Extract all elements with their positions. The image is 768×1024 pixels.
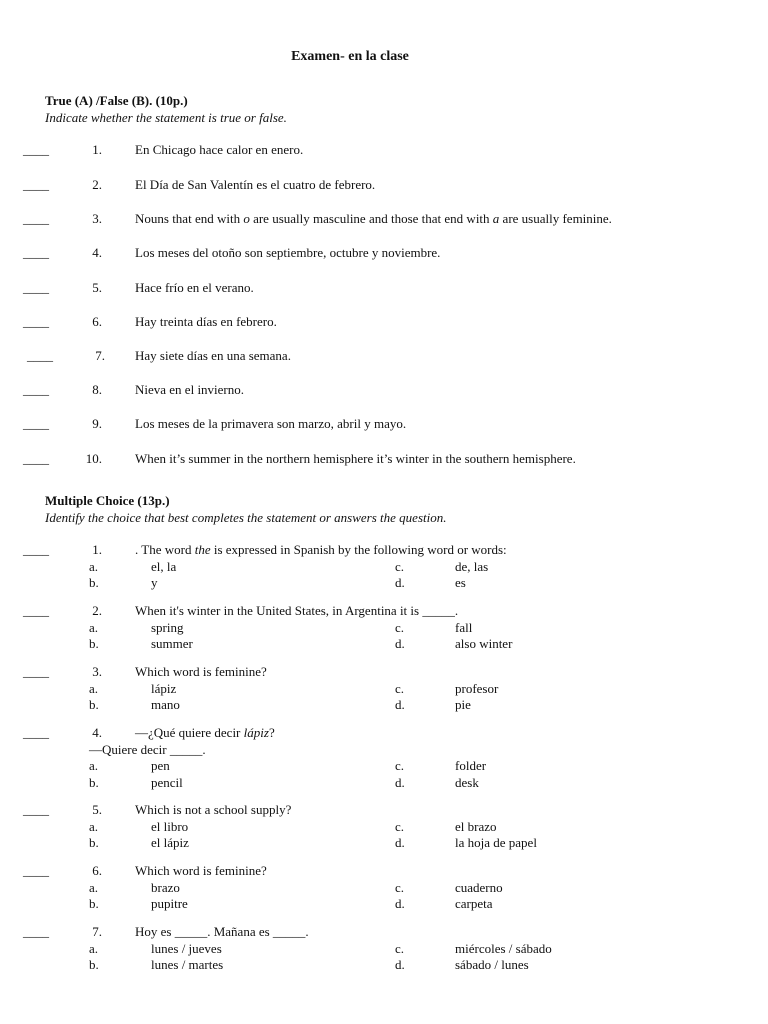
option-a: el libro xyxy=(151,818,189,834)
tf-question xyxy=(0,382,768,400)
option-c: profesor xyxy=(455,680,499,696)
mc-question xyxy=(0,664,768,714)
mc-section-instructions: Identify the choice that best completes the statement or answers the question. xyxy=(45,510,447,525)
question-text: Nieva en el invierno. xyxy=(135,382,245,397)
answer-blank[interactable]: ____ xyxy=(23,314,49,329)
question-number: 6. xyxy=(92,314,102,329)
question-text: Which word is feminine? xyxy=(135,863,267,878)
question-number: 5. xyxy=(92,802,102,817)
option-letter-b: b. xyxy=(89,896,99,911)
mc-question xyxy=(0,863,768,913)
option-b: summer xyxy=(151,636,193,651)
question-number: 1. xyxy=(92,142,102,157)
mc-question xyxy=(0,725,768,791)
option-letter-a: a. xyxy=(89,818,99,834)
question-text: El Día de San Valentín es el cuatro de febrero. xyxy=(135,177,376,192)
tf-question xyxy=(0,211,768,229)
mc-section-heading: Multiple Choice (13p.) xyxy=(45,493,170,508)
option-d: pie xyxy=(455,697,471,712)
question-number: 2. xyxy=(92,603,102,618)
option-c: cuaderno xyxy=(455,879,503,895)
mc-question xyxy=(0,802,768,852)
question-text: —¿Qué quiere decir lápiz? xyxy=(135,725,275,740)
tf-question xyxy=(0,416,768,434)
option-c: folder xyxy=(455,758,487,773)
tf-question xyxy=(0,245,768,263)
option-a: pen xyxy=(151,758,170,773)
option-b: y xyxy=(151,575,158,590)
question-text: Los meses del otoño son septiembre, octubre y noviembre. xyxy=(135,245,441,260)
option-a: el, la xyxy=(151,558,177,574)
option-b: lunes / martes xyxy=(151,957,224,972)
option-b: el lápiz xyxy=(151,835,189,850)
question-number: 8. xyxy=(92,382,102,397)
option-letter-a: a. xyxy=(89,619,99,635)
option-c: el brazo xyxy=(455,818,497,834)
option-letter-b: b. xyxy=(89,957,99,972)
option-b: mano xyxy=(151,697,180,712)
tf-question xyxy=(0,177,768,195)
question-number: 6. xyxy=(92,863,102,878)
question-text: . The word the is expressed in Spanish by the following word or words: xyxy=(135,542,507,557)
option-letter-c: c. xyxy=(395,818,405,834)
question-text: Los meses de la primavera son marzo, abril y mayo. xyxy=(135,416,407,431)
option-c: de, las xyxy=(455,558,489,574)
option-letter-d: d. xyxy=(395,957,405,972)
option-d: also winter xyxy=(455,636,513,651)
answer-blank[interactable]: ____ xyxy=(23,142,49,157)
option-a: lunes / jueves xyxy=(151,940,222,956)
tf-question xyxy=(0,280,768,298)
option-letter-a: a. xyxy=(89,940,99,956)
question-number: 5. xyxy=(92,280,102,295)
option-letter-d: d. xyxy=(395,896,405,911)
option-letter-a: a. xyxy=(89,758,99,773)
option-a: spring xyxy=(151,619,184,635)
question-continuation: —Quiere decir _____. xyxy=(89,741,206,757)
option-letter-b: b. xyxy=(89,697,99,712)
mc-question xyxy=(0,924,768,974)
option-a: lápiz xyxy=(151,680,177,696)
question-number: 2. xyxy=(92,177,102,192)
mc-question xyxy=(0,603,768,653)
option-letter-a: a. xyxy=(89,879,99,895)
option-letter-c: c. xyxy=(395,558,405,574)
option-a: brazo xyxy=(151,879,180,895)
question-number: 10. xyxy=(85,451,102,466)
answer-blank[interactable]: ____ xyxy=(23,382,49,397)
question-text: Which word is feminine? xyxy=(135,664,267,679)
answer-blank[interactable]: ____ xyxy=(23,542,49,557)
option-letter-c: c. xyxy=(395,680,405,696)
tf-question xyxy=(0,142,768,160)
option-d: la hoja de papel xyxy=(455,835,537,850)
question-text: Which is not a school supply? xyxy=(135,802,292,817)
tf-question xyxy=(0,314,768,332)
option-letter-a: a. xyxy=(89,558,99,574)
option-letter-c: c. xyxy=(395,758,405,773)
question-number: 4. xyxy=(92,725,102,740)
option-d: es xyxy=(455,575,466,590)
question-text: Hay treinta días en febrero. xyxy=(135,314,277,329)
tf-section-heading: True (A) /False (B). (10p.) xyxy=(45,93,188,108)
option-b: pencil xyxy=(151,774,183,790)
option-letter-d: d. xyxy=(395,774,405,790)
mc-question xyxy=(0,542,768,592)
tf-question xyxy=(0,451,768,469)
answer-blank[interactable]: ____ xyxy=(23,924,49,939)
option-letter-c: c. xyxy=(395,940,405,956)
option-letter-d: d. xyxy=(395,575,405,590)
question-text: Hoy es _____. Mañana es _____. xyxy=(135,924,309,939)
answer-blank[interactable]: ____ xyxy=(23,725,49,740)
tf-section-instructions: Indicate whether the statement is true or false. xyxy=(45,110,287,125)
question-number: 7. xyxy=(95,348,105,363)
question-text: When it’s summer in the northern hemisphere it’s winter in the southern hemisphere. xyxy=(135,451,576,466)
question-number: 3. xyxy=(92,211,102,226)
question-number: 4. xyxy=(92,245,102,260)
answer-blank[interactable]: ____ xyxy=(23,863,49,878)
answer-blank[interactable]: ____ xyxy=(23,451,49,466)
option-c: miércoles / sábado xyxy=(455,940,552,956)
option-letter-b: b. xyxy=(89,774,99,790)
answer-blank[interactable]: ____ xyxy=(23,664,49,679)
question-number: 9. xyxy=(92,416,102,431)
question-text: When it's winter in the United States, in Argentina it is _____. xyxy=(135,603,459,618)
answer-blank[interactable]: ____ xyxy=(23,177,49,192)
answer-blank[interactable]: ____ xyxy=(23,603,49,618)
option-letter-b: b. xyxy=(89,575,99,590)
question-number: 1. xyxy=(92,542,102,557)
option-c: fall xyxy=(455,619,473,635)
option-d: sábado / lunes xyxy=(455,957,529,972)
option-letter-d: d. xyxy=(395,835,405,850)
answer-blank[interactable]: ____ xyxy=(23,211,49,226)
option-letter-d: d. xyxy=(395,697,405,712)
option-letter-b: b. xyxy=(89,636,99,651)
option-b: pupitre xyxy=(151,896,188,911)
answer-blank[interactable]: ____ xyxy=(23,416,49,431)
question-text: En Chicago hace calor en enero. xyxy=(135,142,304,157)
option-d: desk xyxy=(455,774,479,790)
question-text: Nouns that end with o are usually masculine and those that end with a are usually feminine. xyxy=(135,211,612,226)
answer-blank[interactable]: ____ xyxy=(23,802,49,817)
option-letter-d: d. xyxy=(395,636,405,651)
question-text: Hace frío en el verano. xyxy=(135,280,254,295)
option-letter-b: b. xyxy=(89,835,99,850)
question-text: Hay siete días en una semana. xyxy=(135,348,291,363)
question-number: 7. xyxy=(92,924,102,939)
option-letter-c: c. xyxy=(395,619,405,635)
page-title: Examen- en la clase xyxy=(291,49,409,64)
option-letter-a: a. xyxy=(89,680,99,696)
answer-blank[interactable]: ____ xyxy=(23,280,49,295)
tf-question xyxy=(0,348,768,366)
option-letter-c: c. xyxy=(395,879,405,895)
answer-blank[interactable]: ____ xyxy=(23,245,49,260)
question-number: 3. xyxy=(92,664,102,679)
option-d: carpeta xyxy=(455,896,493,911)
answer-blank[interactable]: ____ xyxy=(27,348,53,363)
